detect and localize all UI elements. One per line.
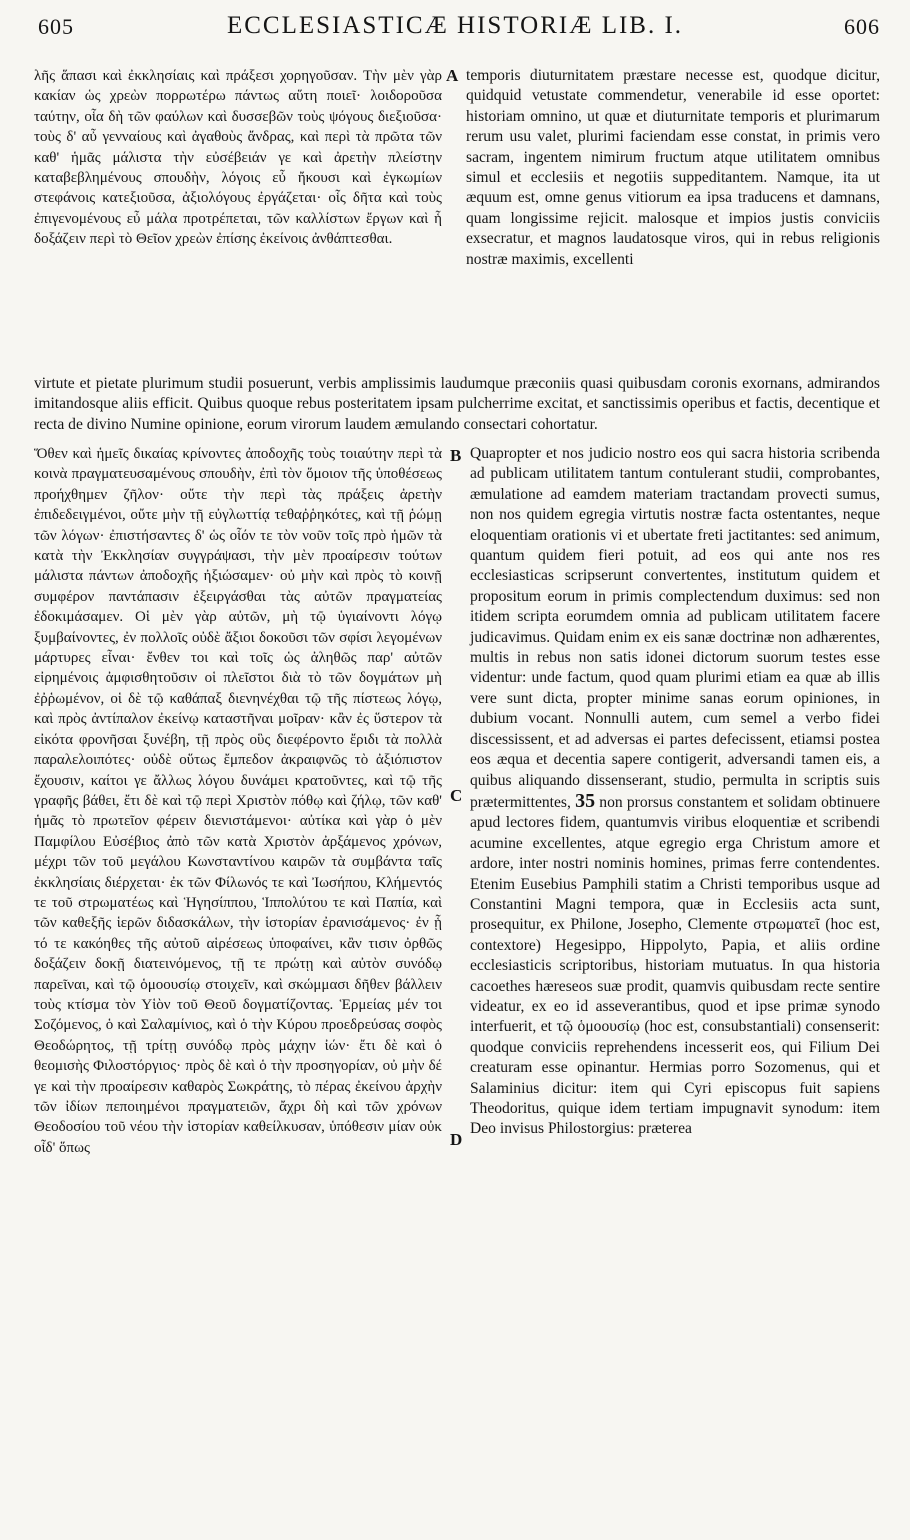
- full-width-latin-paragraph: [34, 374, 880, 435]
- latin-paragraph-1: temporis diuturnitatem præstare necesse est, quodque dicitur, quidquid vetustate commendetur, venerabile id esse oportet: historiam omnino, ut quæ et diuturnitate temporis et plurimarum rerum usu valet, plurimi faciendam esse constat, in primis vero sacram, ingentem nimirum fructum atque utilitatem omnibus simul et ecclesiis et negotiis suppeditantem. Namque, ita ut æquum est, omne genus vitiorum ea ipsa traducens et damnans, quam longissime rejicit. malosque et impios justis conviciis exsecratur, et magnos laudatosque viros, qui in rebus religionis nostræ maximis, excellenti: [466, 67, 880, 268]
- page-header: [0, 0, 910, 52]
- margin-marker-a: A: [446, 66, 459, 85]
- greek-paragraph-1: λῆς ἅπασι καὶ ἐκκλησίαις καὶ πράξεσι χορηγοῦσαν. Τὴν μὲν γὰρ κακίαν ὡς χρεὼν πορρωτέρω πάντως αὕτη ποιεῖ· λοιδοροῦσα ταύτην, οἷα δὴ τῶν φαύλων καὶ δυσσεβῶν τοὺς ψόγους διεξιοῦσα· τοὺς δ' αὖ γενναίους καὶ ἀγαθοὺς ἄνδρας, καὶ περὶ τὰ πρῶτα τῶν καθ' ἡμᾶς μάλιστα τὴν εὐσέβειάν γε καὶ ἀρετὴν πλείστην καταβεβλημένους σπουδὴν, λόγοις εὖ ἤκουσι καὶ ἐγκωμίων στεφάνοις κατεξιοῦσα, ἀξιολόγους ἐργάζεται· οἷς δῆτα καὶ τοὺς ἐπιγενομένους εὖ μάλα προτρέπεται, τῶν καλλίστων ἔργων καὶ ἧ δοξάζειν περὶ τὸ Θεῖον χρεὼν ἐπίσης ἐκείνοις ἀνθάπτεσθαι.: [34, 68, 442, 248]
- latin-continuation: virtute et pietate plurimum studii posuerunt, verbis amplissimis laudumque præconiis quasi quibusdam coronis exornans, admirandos imitandosque aliis efficit. Quibus quoque rebus posteritatem ipsam pulcherrime excitat, et sanctissimis operibus et factis, decentique et recta de divino Numine opinione, eorum virorum laudem æmulando consectari cohortatur.: [34, 375, 880, 433]
- page-number-right: 606: [844, 14, 880, 39]
- page-number-left: 605: [38, 14, 74, 39]
- latin-text-part-2: non prorsus constantem et solidam obtinuere apud lectores fidem, quantumvis viribus eloquentiæ et scribendi acumine excellentes, atque egregio erga Christum amore et ardore, inter nostri nominis homines, primas ferre contendentes. Etenim Eusebius Pamphili statim a Christi temporibus usque ad Constantini Magni tempora, quæ in Ecclesiis acta sunt, prosequitur, ex Philone, Josepho, Clemente στρωματεῖ (hoc est, contextore) Hegesippo, Hippolyto, Papia, et aliis ordine ecclesiasticis scriptoribus, historiam mutuatus. In qua historia cacoethes hæreseos suæ prodit, quamvis quibusdam recte sentire videatur, ex eo id asseverantibus, quod et ipse primæ synodo interfuerit, et τῷ ὁμοουσίῳ (hoc est, consubstantiali) consenserit: quodque conviciis reprehendens incesserit eos, qui Filium Dei creaturam esse opinantur. Hermias porro Sozomenus, qui et Salaminius dicitur: item qui Cyri episcopus fuit sapiens Theodoritus, quique idem tertiam impugnavit synodum: item Deo invisus Philostorgius: præterea: [470, 793, 880, 1138]
- greek-column-section-1: [34, 66, 442, 250]
- latin-column-section-2: [470, 444, 880, 1140]
- greek-column-section-2: [34, 444, 442, 1158]
- margin-marker-c: C: [450, 786, 463, 805]
- latin-text-part-1: Quapropter et nos judicio nostro eos qui sacra historia scribenda ad publicam utilitatem tantum contulerant studii, comprobantes, æmulatione ad eamdem materiam tractandam provecti sumus, non nos quidem egregia virtutis nostræ facta ostentantes, neque eloquentiam orationis vi et ubertate freti jactitantes: sed animum, quantum quidem fieri potuit, ad eos qui ante nos res ecclesiasticas scripserunt convertentes, institutum quidem et propositum eorum in primis complectendum duximus: sed non itidem scripta eorumdem omnia ad publicam utilitatem facere judicavimus. Quidam enim ex eis sanæ doctrinæ non adhærentes, multis in rebus non satis idonei dictorum suorum testes esse videntur: unde factum, quod quam plurimi etiam ea quæ ab illis vere sunt dicta, propter minime sanas eorum opiniones, in dubium vocant. Nonnulli autem, cum semel a verbo fidei discessissent, et ad adversas ei partes defecissent, etiamsi postea eos æqua et decentia sapere contigerit, adversandi tamen eis, a quibus aliquando dissenserant, studio, permulta in scriptis suis prætermittentes,: [470, 445, 880, 811]
- greek-paragraph-2: Ὅθεν καὶ ἡμεῖς δικαίας κρίνοντες ἀποδοχῆς τοὺς τοιαύτην περὶ τὰ κοινὰ πραγματευσαμένους σπουδὴν, ἐπὶ τὸν ὅμοιον τῆς ὑποθέσεως προήχθημεν ζῆλον· οὔτε τὴν περὶ τὰς πράξεις ἀρετὴν ἐπιδεδειγμένοι, οὔτε μὴν τῇ εὐγλωττίᾳ τεθαῤῥηκότες, καὶ τῇ ῥώμῃ τῶν λόγων· ἐπιστήσαντες δ' ὡς οἷόν τε τὸν νοῦν τοῖς πρὸ ἡμῶν τὰ κατὰ τὴν Ἐκκλησίαν συγγράψασι, τὴν μὲν προαίρεσιν τούτων μάλιστα πάντων ἀποδοχῆς ἠξιώσαμεν· οὐ μὴν καὶ πρὸς τὸ κοινῇ συμφέρον παντάπασιν ἐξειργάσθαι τὰς αὐτῶν πραγματείας ἐδοκιμάσαμεν. Οἱ μὲν γὰρ αὐτῶν, μὴ τῷ ὑγιαίνοντι λόγῳ ξυμβαίνοντες, ἐν πολλοῖς οὐδὲ ἄξιοι δοκοῦσι τῶν σφίσι λεγομένων μάρτυρες εἶναι· ἔνθεν τοι καὶ τοῖς ὡς ἀληθῶς παρ' αὐτῶν εἰρημένοις ἀμφισθητοῦσιν οἱ πλεῖστοι διὰ τὸ τῶν δογμάτων μὴ ἐῤῥωμένον, οἱ δὲ τῷ καθάπαξ διενηνέχθαι τῷ τῆς πίστεως λόγῳ, καὶ πρὸς ἀντίπαλον ἐκείνῳ καταστῆναι μοῖραν· κἂν ἐς ὕστερον τὰ εἰκότα φρονῆσαι ξυνέβη, τῇ πρὸς οὓς διεφέροντο ἔριδι τὰ πολλὰ παραλελοιπότες· οὐδὲ οὕτως ἔμπεδον ἀκραιφνῶς τὸ ἀξιόπιστον ἔχουσιν, καίτοι γε ἄλλως λόγου δυνάμει κρατοῦντες, καὶ τῷ τῆς γραφῆς βάθει, ἔτι δὲ καὶ τῷ περὶ Χριστὸν πόθῳ καὶ ζήλῳ, τῶν καθ' ἡμᾶς τὸ πρωτεῖον φέρειν διενιστάμενοι· αὐτίκα καὶ γὰρ ὁ μὲν Παμφίλου Εὐσέβιος ἀπὸ τῶν κατὰ Χριστὸν ἀρξάμενος χρόνων, μέχρι τῶν τοῦ μεγάλου Κωνσταντίνου καιρῶν τὰ συμβάντα ταῖς ἐκκλησίαις διέρχεται· ἐκ τῶν Φίλωνός τε καὶ Ἰωσήπου, Κλήμεντός τε τοῦ στρωματέως καὶ Ἡγησίππου, Ἱππολύτου τε καὶ Παπία, καὶ τῶν καθεξῆς ἱερῶν διδασκάλων, τὴν ἱστορίαν ἐρανισάμενος· ἐν ᾗ τό τε κακόηθες τῆς αὐτοῦ αἱρέσεως ὑποφαίνει, κἂν τισιν ὀρθῶς δοξάζειν δοκῇ διατεινόμενος, τῇ τε πρώτῃ καὶ αὐτὸν συνόδῳ παρεῖναι, καὶ τῷ ὁμοουσίῳ στοιχεῖν, καὶ σκώμμασι δῆθεν βάλλειν τοὺς κτίσμα τὸν Υἱὸν τοῦ Θεοῦ δογματίζοντας. Ἑρμείας μέν τοι Σοζόμενος, ὁ καὶ Σαλαμίνιος, καὶ ὁ τὴν Κύρου προεδρεύσας σοφὸς Θεοδώρητος, τῇ τρίτῃ συνόδῳ πρὸς μάχην ἰών· ἔτι δὲ καὶ ὁ θεομισὴς Φιλοστόργιος· πρὸς δὲ καὶ ὁ τὴν προσηγορίαν, οὐ μὴν δέ γε καὶ τὴν προαίρεσιν καθαρὸς Σωκράτης, τὸ πέρας ἐκείνου ἀρχὴν τῶν ἰδίων πεποιημένοι πραγματειῶν, ἄχρι δὴ καὶ τῶν χρόνων Θεοδοσίου τοῦ νέου τὴν ἱστορίαν καθείλκυσαν, ὑπόθεσιν μίαν οὐκ οἶδ' ὅπως: [34, 446, 442, 1156]
- margin-marker-b: B: [450, 446, 462, 465]
- section-number-35: 35: [575, 789, 596, 812]
- margin-marker-d: D: [450, 1130, 463, 1149]
- latin-column-section-1: [466, 66, 880, 270]
- latin-paragraph-2: [470, 444, 880, 1140]
- running-title: ECCLESIASTICÆ HISTORIÆ LIB. I.: [226, 12, 684, 39]
